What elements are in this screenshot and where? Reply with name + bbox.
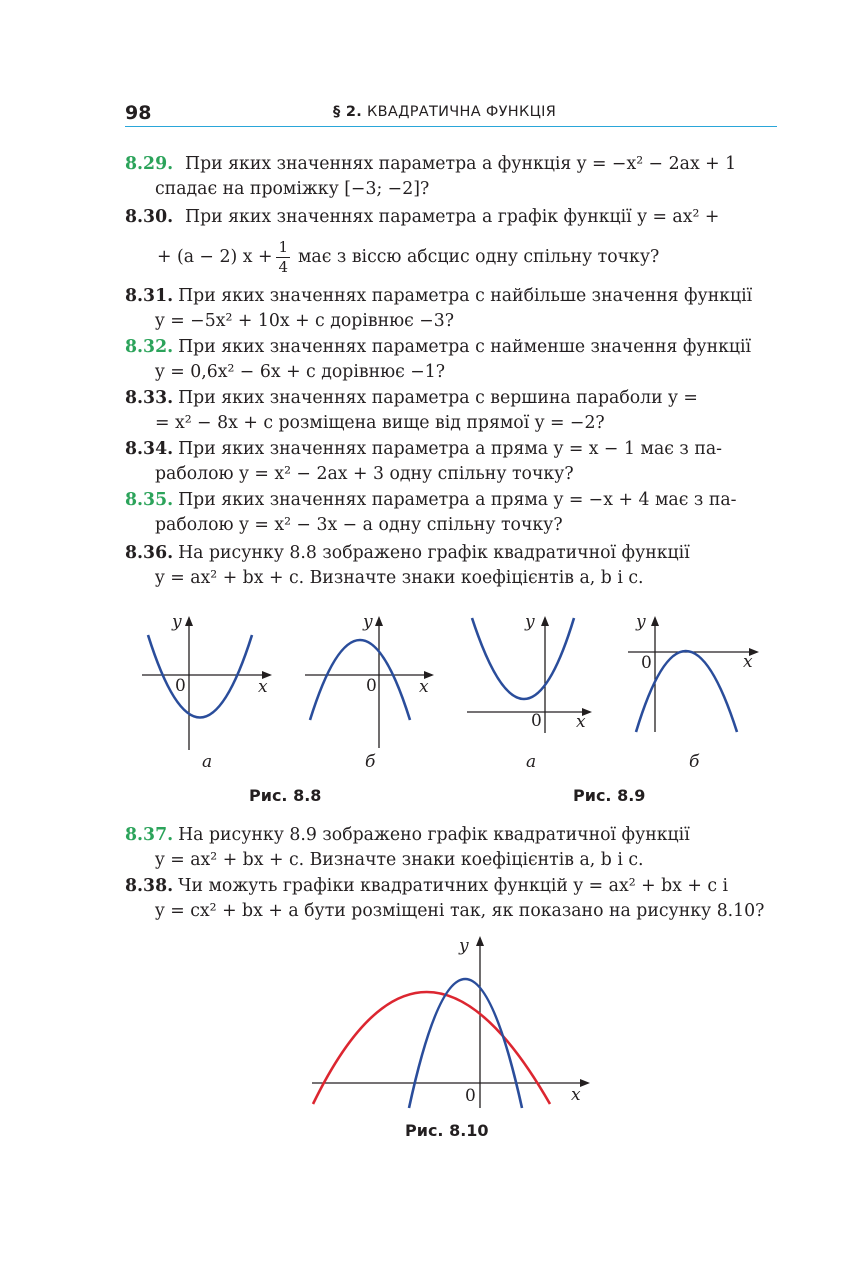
problem-number: 8.38. (125, 876, 174, 896)
sub-label-b: б (365, 752, 376, 772)
problem-8-38 (125, 874, 777, 923)
axis-y-label: y (172, 612, 182, 632)
problem-text-line2: спадає на проміжку [−3; −2]? (155, 178, 430, 199)
origin-label: 0 (465, 1086, 476, 1106)
axis-y-label: y (525, 612, 535, 632)
graph-8-8-a (142, 618, 270, 750)
problem-text-line2: y = −5x² + 10x + c дорівнює −3? (155, 310, 455, 331)
graph-8-9-a (467, 618, 590, 733)
problem-text-line1: При яких значеннях параметра c найменше значення функції (178, 337, 752, 357)
origin-label: 0 (641, 653, 652, 673)
problem-number: 8.33. (125, 388, 174, 408)
problem-text-line1: При яких значеннях параметра a функція y = −x² − 2ax + 1 (185, 154, 737, 174)
parabola (310, 640, 410, 720)
axis-y-label: y (363, 612, 373, 632)
formula-prefix: + (a − 2) x + (157, 247, 273, 268)
problem-number: 8.31. (125, 286, 174, 306)
problem-text-line2: y = cx² + bx + a бути розміщені так, як показано на рисунку 8.10? (155, 900, 765, 921)
problem-text-line2: раболою y = x² − 3x − a одну спільну точку? (155, 514, 563, 535)
problem-text-suffix: має з віссю абсцис одну спільну точку? (297, 247, 660, 268)
fraction-denominator: 4 (278, 258, 288, 276)
problem-text-line1: Чи можуть графіки квадратичних функцій y = ax² + bx + c і (178, 876, 729, 896)
problem-text-line1: При яких значеннях параметра a пряма y = x − 1 має з па- (178, 439, 723, 459)
parabola (472, 618, 574, 699)
axis-x-label: x (743, 652, 753, 672)
axis-x-label: x (576, 712, 586, 732)
problem-text-line2: y = 0,6x² − 6x + c дорівнює −1? (155, 361, 446, 382)
fraction-numerator: 1 (278, 238, 288, 256)
axis-x-label: x (258, 677, 268, 697)
axis-y-label: y (636, 612, 646, 632)
problem-number: 8.37. (125, 825, 174, 845)
axis-x-label: x (419, 677, 429, 697)
problem-text-line1: На рисунку 8.9 зображено графік квадратичної функції (178, 825, 690, 845)
sub-label-b: б (689, 752, 700, 772)
axis-x-label: x (571, 1085, 581, 1105)
problem-text-line2: y = ax² + bx + c. Визначте знаки коефіцієнтів a, b і c. (155, 849, 644, 870)
origin-label: 0 (366, 676, 377, 696)
problem-number: 8.29. (125, 154, 174, 174)
problem-text-line1: При яких значеннях параметра c вершина параболи y = (178, 388, 698, 408)
problem-number: 8.30. (125, 207, 174, 227)
sub-label-a: а (202, 752, 213, 772)
problem-number: 8.35. (125, 490, 174, 510)
page-number: 98 (125, 102, 152, 124)
problem-text-line2: y = ax² + bx + c. Визначте знаки коефіцієнтів a, b і c. (155, 567, 644, 588)
red-parabola (313, 992, 550, 1104)
graph-8-9-b (628, 618, 757, 732)
section-title: КВАДРАТИЧНА ФУНКЦІЯ (367, 104, 557, 120)
problem-number: 8.32. (125, 337, 174, 357)
origin-label: 0 (531, 711, 542, 731)
sub-label-a: а (526, 752, 537, 772)
section-mark: § 2. (333, 104, 363, 120)
problem-text-line1: При яких значеннях параметра a пряма y = −x + 4 має з па- (178, 490, 737, 510)
problem-number: 8.36. (125, 543, 174, 563)
origin-label: 0 (175, 676, 186, 696)
problem-text-line1: При яких значеннях параметра c найбільше значення функції (178, 286, 753, 306)
figure-caption-8-8: Рис. 8.8 (249, 786, 322, 805)
figure-caption-8-10: Рис. 8.10 (405, 1121, 489, 1140)
problem-number: 8.34. (125, 439, 174, 459)
problem-text-line2: = x² − 8x + c розміщена вище від прямої y = −2? (155, 412, 605, 433)
problem-8-37 (125, 823, 777, 872)
problem-text-line2: раболою y = x² − 2ax + 3 одну спільну точку? (155, 463, 574, 484)
graph-8-10 (312, 938, 588, 1108)
figure-caption-8-9: Рис. 8.9 (573, 786, 646, 805)
axis-y-label: y (459, 936, 469, 956)
problem-text-line1: При яких значеннях параметра a графік функції y = ax² + (185, 207, 720, 227)
parabola (148, 635, 252, 718)
problem-text-line1: На рисунку 8.8 зображено графік квадратичної функції (178, 543, 690, 563)
